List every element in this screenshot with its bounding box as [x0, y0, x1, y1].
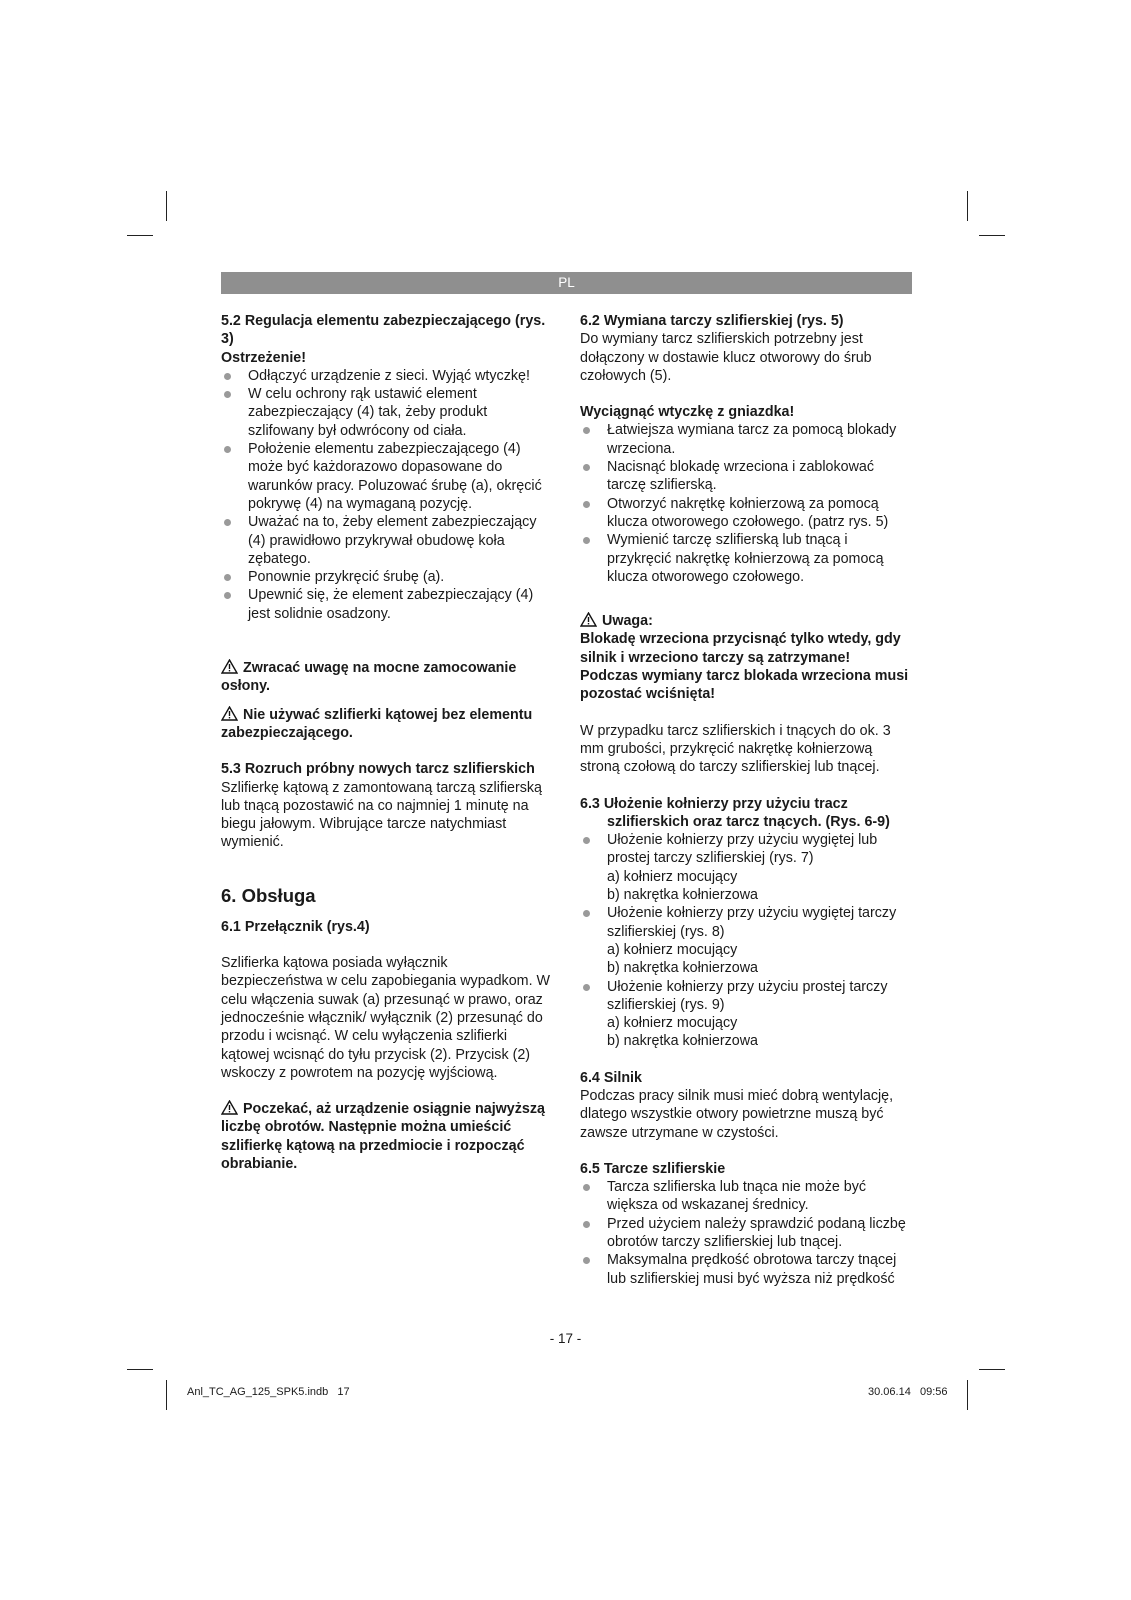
section-6-4-text: Podczas pracy silnik musi mieć dobrą wentylację, dlatego wszystkie otwory powietrzne muszą być zawsze utrzymane w czystości.: [580, 1087, 894, 1141]
list-item: Nacisnąć blokadę wrzeciona i zablokować tarczę szlifierską.: [580, 458, 912, 495]
sub-item: b) nakrętka kołnierzowa: [607, 960, 758, 977]
list-item: Odłączyć urządzenie z sieci. Wyjąć wtyczkę!: [221, 367, 553, 385]
section-5-2-title: 5.2 Regulacja elementu zabezpieczającego (rys. 3): [221, 313, 546, 348]
list-item: W celu ochrony rąk ustawić element zabezpieczający (4) tak, żeby produkt szlifowany był odwrócony od ciała.: [221, 385, 553, 440]
section-6-5-title: 6.5 Tarcze szlifierskie: [580, 1160, 726, 1177]
uwaga-label: Uwaga:: [580, 612, 912, 630]
sub-item: b) nakrętka kołnierzowa: [607, 887, 758, 904]
section-5-3-title: 5.3 Rozruch próbny nowych tarcz szlifierskich: [221, 761, 535, 778]
section-6-2-list: [580, 421, 912, 586]
warning-note: Poczekać, aż urządzenie osiągnie najwyższą liczbę obrotów. Następnie można umieścić szlifierkę kątową na przedmiocie i rozpocząć obrabianie.: [221, 1101, 545, 1172]
warning-triangle-icon: [221, 1100, 238, 1115]
uwaga-text: Blokadę wrzeciona przycisnąć tylko wtedy, gdy silnik i wrzeciono tarczy są zatrzymane! Podczas wymiany tarcz blokada wrzeciona musi pozostać wciśnięta!: [580, 631, 909, 703]
language-bar: PL: [221, 272, 912, 294]
crop-mark: [979, 235, 1005, 236]
sub-item: a) kołnierz mocujący: [607, 1015, 738, 1032]
section-6-2-text-2: W przypadku tarcz szlifierskich i tnących do ok. 3 mm grubości, przykręcić nakrętkę kołnierzową stroną czołową do tarczy szlifierskiej lub tnącej.: [580, 722, 891, 776]
right-column: [580, 312, 912, 1288]
list-item: Położenie elementu zabezpieczającego (4) może być każdorazowo dopasowane do warunków pracy. Poluzować śrubę (a), okręcić pokrywę (4) na wymaganą pozycję.: [221, 440, 553, 513]
section-6-4-title: 6.4 Silnik: [580, 1069, 642, 1086]
section-6-3-title: 6.3 Ułożenie kołnierzy przy użyciu tracz szlifierskich oraz tarcz tnących. (Rys. 6-9): [580, 795, 890, 830]
warning-triangle-icon: [580, 612, 597, 627]
section-6-title: 6. Obsługa: [221, 884, 316, 906]
crop-mark: [967, 191, 968, 221]
crop-mark: [979, 1369, 1005, 1370]
list-item: Otworzyć nakrętkę kołnierzową za pomocą klucza otworowego czołowego. (patrz rys. 5): [580, 495, 912, 532]
list-item: Ułożenie kołnierzy przy użyciu wygiętej lub prostej tarczy szlifierskiej (rys. 7) a) kołnierz mocujący b) nakrętka kołnierzowa: [580, 831, 912, 904]
list-item: Ułożenie kołnierzy przy użyciu wygiętej tarczy szlifierskiej (rys. 8) a) kołnierz mocujący b) nakrętka kołnierzowa: [580, 904, 912, 977]
section-5-2-list: [221, 367, 553, 623]
section-6-3-list: [580, 831, 912, 1051]
crop-mark: [127, 1369, 153, 1370]
list-item: Uważać na to, żeby element zabezpieczający (4) prawidłowo przykrywał obudowę koła zębatego.: [221, 513, 553, 568]
sub-item: a) kołnierz mocujący: [607, 941, 738, 958]
list-item: Ułożenie kołnierzy przy użyciu prostej tarczy szlifierskiej (rys. 9) a) kołnierz mocujący b) nakrętka kołnierzowa: [580, 978, 912, 1051]
list-item: Upewnić się, że element zabezpieczający (4) jest solidnie osadzony.: [221, 586, 553, 623]
sub-item: a) kołnierz mocujący: [607, 868, 738, 885]
list-item: Łatwiejsza wymiana tarcz za pomocą blokady wrzeciona.: [580, 421, 912, 458]
crop-mark: [967, 1380, 968, 1410]
section-5-3-text: Szlifierkę kątową z zamontowaną tarczą szlifierską lub tnącą pozostawić na co najmniej 1 minutę na biegu jałowym. Wibrujące tarcze natychmiast wymienić.: [221, 779, 543, 851]
warning-triangle-icon: [221, 659, 238, 674]
list-item: Ponownie przykręcić śrubę (a).: [221, 568, 553, 586]
list-item: Maksymalna prędkość obrotowa tarczy tnącej lub szlifierskiej musi być wyższa niż prędkość: [580, 1251, 912, 1288]
page-number: - 17 -: [549, 1331, 582, 1346]
footer-filename: Anl_TC_AG_125_SPK5.indb 17: [187, 1386, 350, 1398]
section-6-2-text: Do wymiany tarcz szlifierskich potrzebny jest dołączony w dostawie klucz otworowy do śrub czołowych (5).: [580, 331, 872, 384]
crop-mark: [127, 235, 153, 236]
left-column: [221, 312, 553, 1173]
warning-note: Nie używać szlifierki kątowej bez elementu zabezpieczającego.: [221, 706, 533, 741]
section-6-2-title: 6.2 Wymiana tarczy szlifierskiej (rys. 5): [580, 313, 844, 329]
warning-note: Zwracać uwagę na mocne zamocowanie osłony.: [221, 660, 517, 695]
list-item: Przed użyciem należy sprawdzić podaną liczbę obrotów tarczy szlifierskiej lub tnącej.: [580, 1215, 912, 1252]
warning-label: Ostrzeżenie!: [221, 349, 307, 366]
warning-triangle-icon: [221, 706, 238, 721]
unplug-warning: Wyciągnąć wtyczkę z gniazdka!: [580, 404, 795, 421]
section-6-1-title: 6.1 Przełącznik (rys.4): [221, 918, 370, 935]
section-6-5-list: [580, 1178, 912, 1288]
sub-item: b) nakrętka kołnierzowa: [607, 1033, 758, 1050]
list-item: Wymienić tarczę szlifierską lub tnącą i przykręcić nakrętkę kołnierzową za pomocą klucza otworowego czołowego.: [580, 531, 912, 586]
section-6-1-text: Szlifierka kątowa posiada wyłącznik bezpieczeństwa w celu zapobiegania wypadkom. W celu włączenia suwak (a) przesunąć w prawo, oraz jednocześnie włącznik/ wyłącznik (2) przesunąć do przodu i wcisnąć. W celu wyłączenia szlifierki kątowej wcisnąć do tyłu przycisk (2). Przycisk (2) wskoczy z powrotem na pozycję wyjściową.: [221, 955, 551, 1081]
footer-date: 30.06.14 09:56: [868, 1386, 948, 1398]
crop-mark: [166, 1380, 167, 1410]
crop-mark: [166, 191, 167, 221]
list-item: Tarcza szlifierska lub tnąca nie może być większa od wskazanej średnicy.: [580, 1178, 912, 1215]
